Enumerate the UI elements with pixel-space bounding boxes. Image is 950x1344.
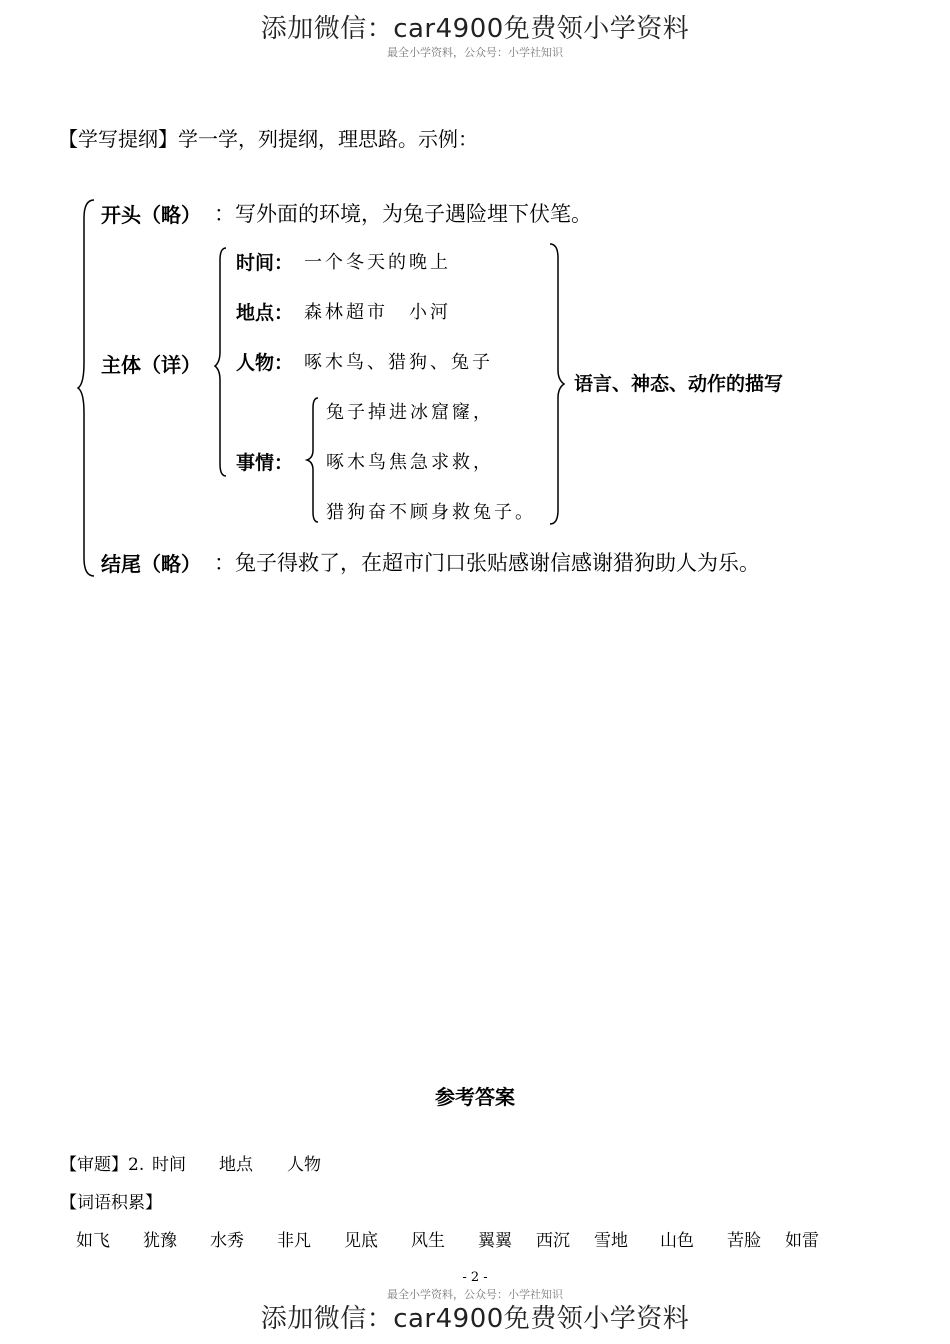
events-label: 事情： — [236, 452, 294, 474]
event-item: 猎狗奋不顾身救兔子。 — [326, 502, 536, 523]
vocab-item: 山色 — [660, 1231, 694, 1251]
vocab-item: 见底 — [344, 1231, 378, 1251]
vocab-item: 雪地 — [594, 1231, 628, 1251]
vocab-item: 非凡 — [277, 1231, 311, 1251]
review-item: 人物 — [287, 1155, 321, 1175]
vocab-item: 如飞 — [76, 1231, 110, 1251]
vocab-item: 苦脸 — [727, 1231, 761, 1251]
answers-title: 参考答案 — [435, 1085, 515, 1109]
review-item: 时间 — [152, 1155, 186, 1175]
opening-label: 开头（略） — [101, 203, 201, 227]
vocab-title: 【词语积累】 — [60, 1193, 162, 1213]
description-note: 语言、神态、动作的描写 — [574, 373, 784, 395]
people-value: 啄木鸟、猎狗、兔子 — [304, 352, 493, 373]
place-value: 森林超市 小河 — [304, 302, 451, 323]
time-label: 时间： — [236, 252, 294, 274]
time-value: 一个冬天的晚上 — [304, 252, 451, 273]
opening-text: ：写外面的环境，为兔子遇险埋下伏笔。 — [214, 202, 592, 226]
body-left-brace — [214, 246, 228, 478]
ending-text: ：兔子得救了，在超市门口张贴感谢信感谢猎狗助人为乐。 — [214, 551, 760, 575]
event-item: 兔子掉进冰窟窿， — [326, 402, 494, 423]
review-item: 地点 — [219, 1155, 253, 1175]
body-right-brace — [548, 242, 566, 526]
header-subline: 最全小学资料，公众号：小学社知识 — [387, 46, 563, 59]
event-item: 啄木鸟焦急求救， — [326, 452, 494, 473]
outline-left-brace — [76, 198, 96, 578]
header-banner: 添加微信：car4900免费领小学资料 — [260, 14, 690, 44]
vocab-item: 翼翼 — [478, 1231, 512, 1251]
people-label: 人物： — [236, 352, 294, 374]
review-prefix: 【审题】2. — [60, 1155, 145, 1175]
body-label: 主体（详） — [101, 353, 201, 377]
vocab-item: 水秀 — [210, 1231, 244, 1251]
vocab-item: 风生 — [411, 1231, 445, 1251]
footer-subline: 最全小学资料，公众号：小学社知识 — [387, 1288, 563, 1301]
vocab-item: 西沉 — [536, 1231, 570, 1251]
ending-label: 结尾（略） — [101, 552, 201, 576]
page-number: - 2 - — [462, 1270, 488, 1285]
events-left-brace — [306, 396, 320, 524]
vocab-item: 如雷 — [785, 1231, 819, 1251]
footer-banner: 添加微信：car4900免费领小学资料 — [260, 1304, 690, 1334]
outline-heading: 【学写提纲】学一学，列提纲，理思路。示例： — [58, 127, 478, 151]
vocab-item: 犹豫 — [143, 1231, 177, 1251]
place-label: 地点： — [236, 302, 294, 324]
